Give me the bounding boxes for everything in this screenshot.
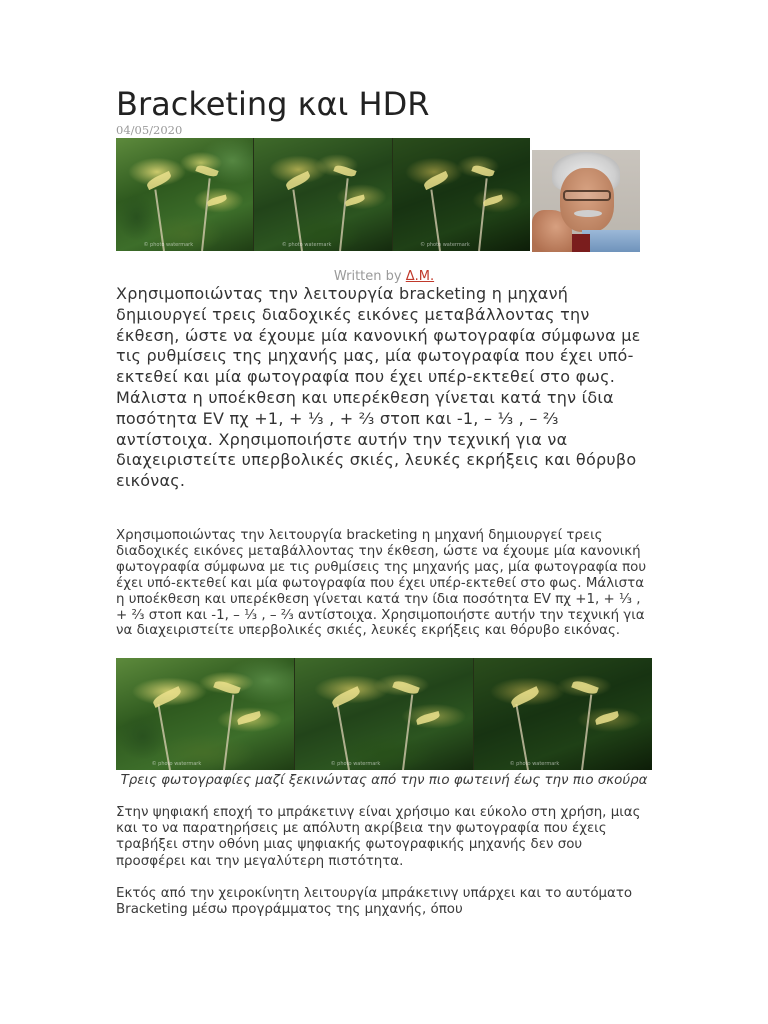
bracket-photo-over: © photo watermark	[393, 138, 530, 251]
body-paragraph: Χρησιμοποιώντας την λειτουργία bracketing η μηχανή δημιουργεί τρεις διαδοχικές εικόνες μεταβάλλοντας την έκθεση, ώστε να έχουμε μία κανονική φωτογραφία σύμφωνα με τις ρυθμίσεις της μηχανής μας, μία φωτογραφία που έχει υπό-εκτεθεί και μία φωτογραφία που έχει υπέρ-εκτεθεί στο φως. Μάλιστα η υποέκθεση και υπερέκθεση γίνεται κατά την ίδια ποσότητα EV πχ +1, + ⅓ , + ⅔ στοπ και -1, – ⅓ , – ⅔ αντίστοιχα. Χρησιμοποιήστε αυτήν την τεχνική για να διαχειριστείτε υπερβολικές σκιές, λευκές εκρήξεις και θόρυβο εικόνας.	[116, 528, 647, 639]
author-portrait	[532, 150, 640, 252]
bracket-photo-under: © photo watermark	[254, 138, 392, 251]
figure-photo-strip	[116, 658, 652, 770]
bracket-photo-normal: © photo watermark	[116, 138, 254, 251]
byline	[116, 269, 652, 284]
figure-caption: Τρεις φωτογραφίες μαζί ξεκινώντας από την πιο φωτεινή έως την πιο σκούρα	[120, 773, 648, 788]
body-paragraph-2: Στην ψηφιακή εποχή το μπράκετινγ είναι χρήσιμο και εύκολο στη χρήση, μιας και το να παρατηρήσεις με απόλυτη ακρίβεια την φωτογραφία που έχεις τραβήξει στην οθόνη μιας ψηφιακής φωτογραφικής μηχανής δεν σου προσφέρει και την μεγαλύτερη πιστότητα.	[116, 805, 641, 869]
bracket-photo-bright: © photo watermark	[116, 658, 295, 770]
page-title: Bracketing και HDR	[116, 85, 430, 123]
author-link[interactable]: Δ.Μ.	[405, 269, 435, 284]
bracket-photo-dark: © photo watermark	[474, 658, 652, 770]
lead-paragraph: Χρησιμοποιώντας την λειτουργία bracketing η μηχανή δημιουργεί τρεις διαδοχικές εικόνες μεταβάλλοντας την έκθεση, ώστε να έχουμε μία κανονική φωτογραφία σύμφωνα με τις ρυθμίσεις της μηχανής μας, μία φωτογραφία που έχει υπό-εκτεθεί και μία φωτογραφία που έχει υπέρ-εκτεθεί στο φως. Μάλιστα η υποέκθεση και υπερέκθεση γίνεται κατά την ίδια ποσότητα EV πχ +1, + ⅓ , + ⅔ στοπ και -1, – ⅓ , – ⅔ αντίστοιχα. Χρησιμοποιήστε αυτήν την τεχνική για να διαχειριστείτε υπερβολικές σκιές, λευκές εκρήξεις και θόρυβο εικόνας.	[116, 284, 641, 491]
bracket-photo-mid: © photo watermark	[295, 658, 474, 770]
publish-date: 04/05/2020	[116, 123, 183, 137]
byline-prefix: Written by	[333, 269, 402, 284]
body-paragraph-3: Εκτός από την χειροκίνητη λειτουργία μπράκετινγ υπάρχει και το αυτόματο Bracketing μέσω προγράμματος της μηχανής, όπου	[116, 886, 633, 918]
header-photo-strip	[116, 138, 530, 251]
